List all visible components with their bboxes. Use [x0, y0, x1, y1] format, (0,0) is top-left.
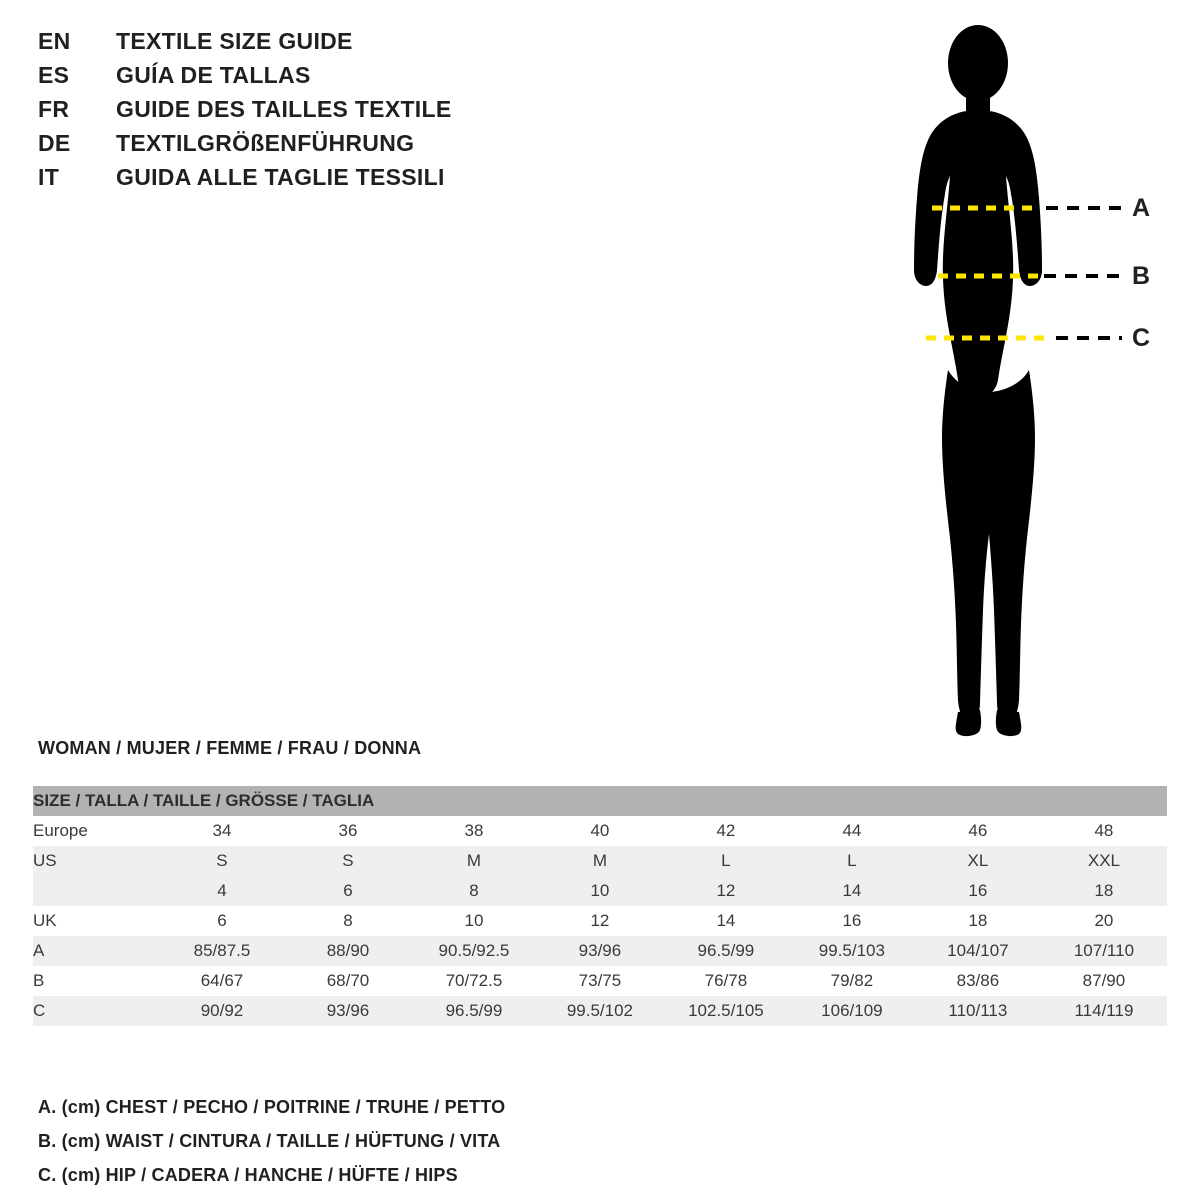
row-cell: 107/110: [1041, 936, 1167, 966]
row-cell: 16: [915, 876, 1041, 906]
row-cell: 14: [789, 876, 915, 906]
title-lang-code: DE: [38, 130, 71, 156]
row-cell: 4: [159, 876, 285, 906]
title-lang-code: ES: [38, 62, 70, 88]
title-lang-code: IT: [38, 164, 60, 190]
row-cell: 106/109: [789, 996, 915, 1026]
row-cell: 90/92: [159, 996, 285, 1026]
row-cell: 16: [789, 906, 915, 936]
table-row: [33, 936, 1167, 966]
row-cell: 99.5/103: [789, 936, 915, 966]
row-cell: 38: [411, 816, 537, 846]
table-row: [33, 816, 1167, 846]
row-cell: 18: [1041, 876, 1167, 906]
row-cell: 8: [285, 906, 411, 936]
row-cell: 93/96: [537, 936, 663, 966]
row-cell: XL: [915, 846, 1041, 876]
title-text: GUÍA DE TALLAS: [116, 62, 311, 88]
title-lang-code: FR: [38, 96, 70, 122]
row-cell: 40: [537, 816, 663, 846]
marker-label-b: B: [1132, 262, 1151, 290]
row-cell: 96.5/99: [663, 936, 789, 966]
title-row: [38, 28, 598, 62]
row-cell: 12: [663, 876, 789, 906]
row-cell: 42: [663, 816, 789, 846]
row-cell: 6: [159, 906, 285, 936]
marker-label-c: C: [1132, 324, 1151, 352]
row-cell: 96.5/99: [411, 996, 537, 1026]
row-cell: 73/75: [537, 966, 663, 996]
marker-label-a: A: [1132, 194, 1151, 222]
row-cell: XXL: [1041, 846, 1167, 876]
table-row: [33, 906, 1167, 936]
row-cell: L: [789, 846, 915, 876]
row-cell: 70/72.5: [411, 966, 537, 996]
table-row: [33, 876, 1167, 906]
row-cell: 36: [285, 816, 411, 846]
row-label: C: [33, 996, 159, 1026]
row-cell: 87/90: [1041, 966, 1167, 996]
body-figure: [860, 18, 1190, 738]
row-cell: M: [411, 846, 537, 876]
row-cell: 6: [285, 876, 411, 906]
row-cell: 46: [915, 816, 1041, 846]
row-cell: 18: [915, 906, 1041, 936]
footnote-c: C. (cm) HIP / CADERA / HANCHE / HÜFTE / HIPS: [38, 1165, 458, 1185]
title-text: GUIDE DES TAILLES TEXTILE: [116, 96, 452, 122]
row-label: UK: [33, 906, 159, 936]
row-cell: 12: [537, 906, 663, 936]
row-cell: 99.5/102: [537, 996, 663, 1026]
row-cell: 44: [789, 816, 915, 846]
row-cell: 64/67: [159, 966, 285, 996]
title-lang-code: EN: [38, 28, 71, 54]
row-label: [33, 876, 159, 906]
female-body-silhouette-icon: [860, 18, 1190, 738]
row-cell: 93/96: [285, 996, 411, 1026]
title-row: [38, 130, 598, 164]
section-label-woman: WOMAN / MUJER / FEMME / FRAU / DONNA: [38, 738, 422, 758]
title-row: [38, 164, 598, 198]
table-header-row: [33, 786, 1167, 816]
title-row: [38, 96, 598, 130]
row-label: B: [33, 966, 159, 996]
row-label: A: [33, 936, 159, 966]
row-cell: 83/86: [915, 966, 1041, 996]
row-cell: M: [537, 846, 663, 876]
row-cell: 104/107: [915, 936, 1041, 966]
title-text: TEXTILGRÖßENFÜHRUNG: [116, 130, 415, 156]
row-cell: 14: [663, 906, 789, 936]
table-row: [33, 846, 1167, 876]
row-cell: S: [285, 846, 411, 876]
row-cell: 88/90: [285, 936, 411, 966]
row-cell: 76/78: [663, 966, 789, 996]
title-row: [38, 62, 598, 96]
row-cell: 8: [411, 876, 537, 906]
size-table-wrapper: [33, 786, 1167, 1026]
table-row: [33, 966, 1167, 996]
row-label: Europe: [33, 816, 159, 846]
row-cell: 79/82: [789, 966, 915, 996]
table-header-label: SIZE / TALLA / TAILLE / GRÖSSE / TAGLIA: [33, 786, 1167, 816]
footnote-b: B. (cm) WAIST / CINTURA / TAILLE / HÜFTUNG / VITA: [38, 1131, 501, 1151]
row-cell: 34: [159, 816, 285, 846]
row-cell: 10: [537, 876, 663, 906]
row-cell: 102.5/105: [663, 996, 789, 1026]
row-cell: 48: [1041, 816, 1167, 846]
footnotes: [38, 1090, 838, 1192]
title-text: GUIDA ALLE TAGLIE TESSILI: [116, 164, 445, 190]
title-text: TEXTILE SIZE GUIDE: [116, 28, 353, 54]
row-cell: 114/119: [1041, 996, 1167, 1026]
title-block: [38, 28, 598, 198]
row-label: US: [33, 846, 159, 876]
row-cell: 110/113: [915, 996, 1041, 1026]
table-row: [33, 996, 1167, 1026]
footnote-a: A. (cm) CHEST / PECHO / POITRINE / TRUHE / PETTO: [38, 1097, 506, 1117]
row-cell: 90.5/92.5: [411, 936, 537, 966]
row-cell: 20: [1041, 906, 1167, 936]
row-cell: 10: [411, 906, 537, 936]
row-cell: 68/70: [285, 966, 411, 996]
row-cell: L: [663, 846, 789, 876]
size-table: [33, 786, 1167, 1026]
row-cell: 85/87.5: [159, 936, 285, 966]
row-cell: S: [159, 846, 285, 876]
